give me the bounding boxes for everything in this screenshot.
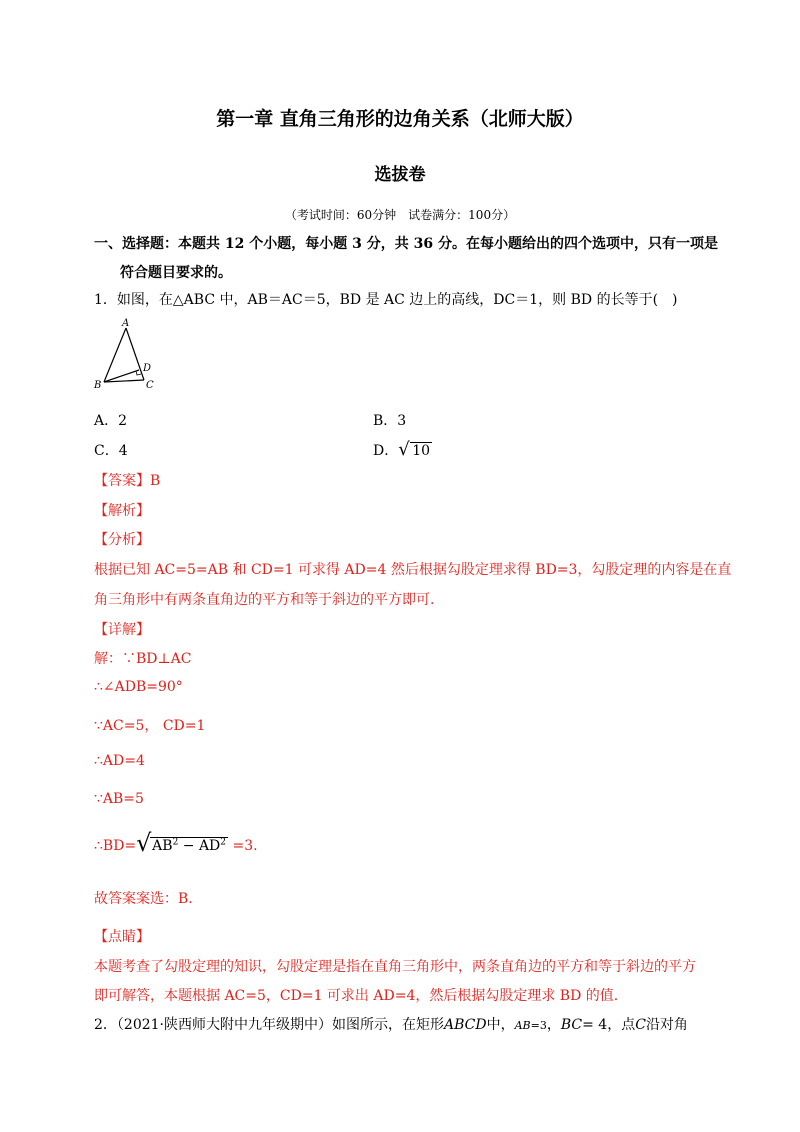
step-6 [94, 829, 258, 857]
option-d-prefix: D． [373, 443, 399, 459]
term-ad: AD [198, 838, 221, 854]
step-3: ∵AC=5， CD=1 [94, 718, 206, 734]
question-2-stem [94, 1014, 688, 1034]
q2-bc: BC [560, 1017, 583, 1033]
q2-ab-value: =3 [530, 1019, 547, 1032]
section-heading-line2: 符合题目要求的。 [120, 265, 232, 281]
option-d [373, 440, 432, 460]
option-a: A．2 [94, 413, 128, 429]
label-b: B [94, 380, 102, 391]
comment-line-2: 即可解答，本题根据 AC=5，CD=1 可求出 AD=4，然后根据勾股定理求 BD 的值. [94, 988, 619, 1004]
step-6-suffix: =3. [228, 838, 258, 854]
document-subtitle: 选拔卷 [374, 165, 426, 185]
option-d-radicand: 10 [412, 443, 431, 459]
question-1-stem: 1．如图，在△ABC 中，AB＝AC＝5，BD 是 AC 边上的高线，DC＝1，则 BD 的长等于( ) [94, 292, 678, 308]
option-b: B．3 [373, 413, 407, 429]
q2-c: C [635, 1017, 646, 1033]
radical-sign: √ [136, 829, 152, 857]
q2-bc-value: = 4 [582, 1017, 608, 1033]
sqrt-formula [136, 829, 228, 857]
fenxi-line-2: 角三角形中有两条直角边的平方和等于斜边的平方即可. [94, 592, 435, 608]
comment-line-1: 本题考查了勾股定理的知识，勾股定理是指在直角三角形中，两条直角边的平方和等于斜边的平方 [94, 959, 696, 975]
right-angle-mark [136, 371, 141, 375]
q2-part-4: ，点 [607, 1017, 636, 1033]
exam-info: （考试时间：60分钟 试卷满分：100分） [284, 208, 516, 222]
section-heading-line1: 一、选择题：本题共 12 个小题，每小题 3 分，共 36 分。在每小题给出的四个选项中，只有一项是 [94, 236, 718, 252]
sqrt-expression [398, 439, 432, 460]
label-c: C [146, 380, 154, 391]
radicand [150, 837, 228, 854]
term-ab: AB [152, 838, 173, 854]
step-6-prefix: ∴BD= [94, 838, 137, 854]
label-a: A [122, 318, 130, 329]
step-4: ∴AD=4 [94, 753, 145, 769]
side-ac [126, 328, 144, 380]
step-1: 解：∵BD⊥AC [94, 651, 192, 667]
conclusion: 故答案案选：B. [94, 891, 193, 907]
side-ab [104, 328, 126, 382]
q2-part-1: 2．（2021·陕西师大附中九年级期中）如图所示，在矩形 [94, 1017, 444, 1033]
answer-line: 【答案】B [94, 473, 161, 489]
q2-abcd: ABCD [444, 1017, 487, 1033]
exponent-2: 2 [220, 837, 227, 848]
analysis-heading: 【解析】 [94, 503, 150, 519]
detail-heading: 【详解】 [94, 622, 150, 638]
fenxi-heading: 【分析】 [94, 532, 150, 548]
option-c: C．4 [94, 443, 128, 459]
triangle-figure [90, 314, 160, 394]
comment-heading: 【点睛】 [94, 929, 150, 945]
q2-ab: AB [514, 1019, 531, 1032]
fenxi-line-1: 根据已知 AC=5=AB 和 CD=1 可求得 AD=4 然后根据勾股定理求得 BD=3，勾股定理的内容是在直 [94, 562, 732, 578]
q2-part-2: 中， [486, 1017, 515, 1033]
radical-sign: √ [398, 439, 410, 460]
step-2: ∴∠ADB=90° [94, 679, 183, 695]
q2-part-3: ， [546, 1017, 561, 1033]
document-title: 第一章 直角三角形的边角关系（北师大版） [216, 108, 584, 130]
label-d: D [143, 363, 152, 374]
step-5: ∵AB=5 [94, 791, 144, 807]
exponent-1: 2 [172, 837, 179, 848]
q2-part-5: 沿对角 [645, 1017, 688, 1033]
minus-sign: − [178, 838, 199, 854]
